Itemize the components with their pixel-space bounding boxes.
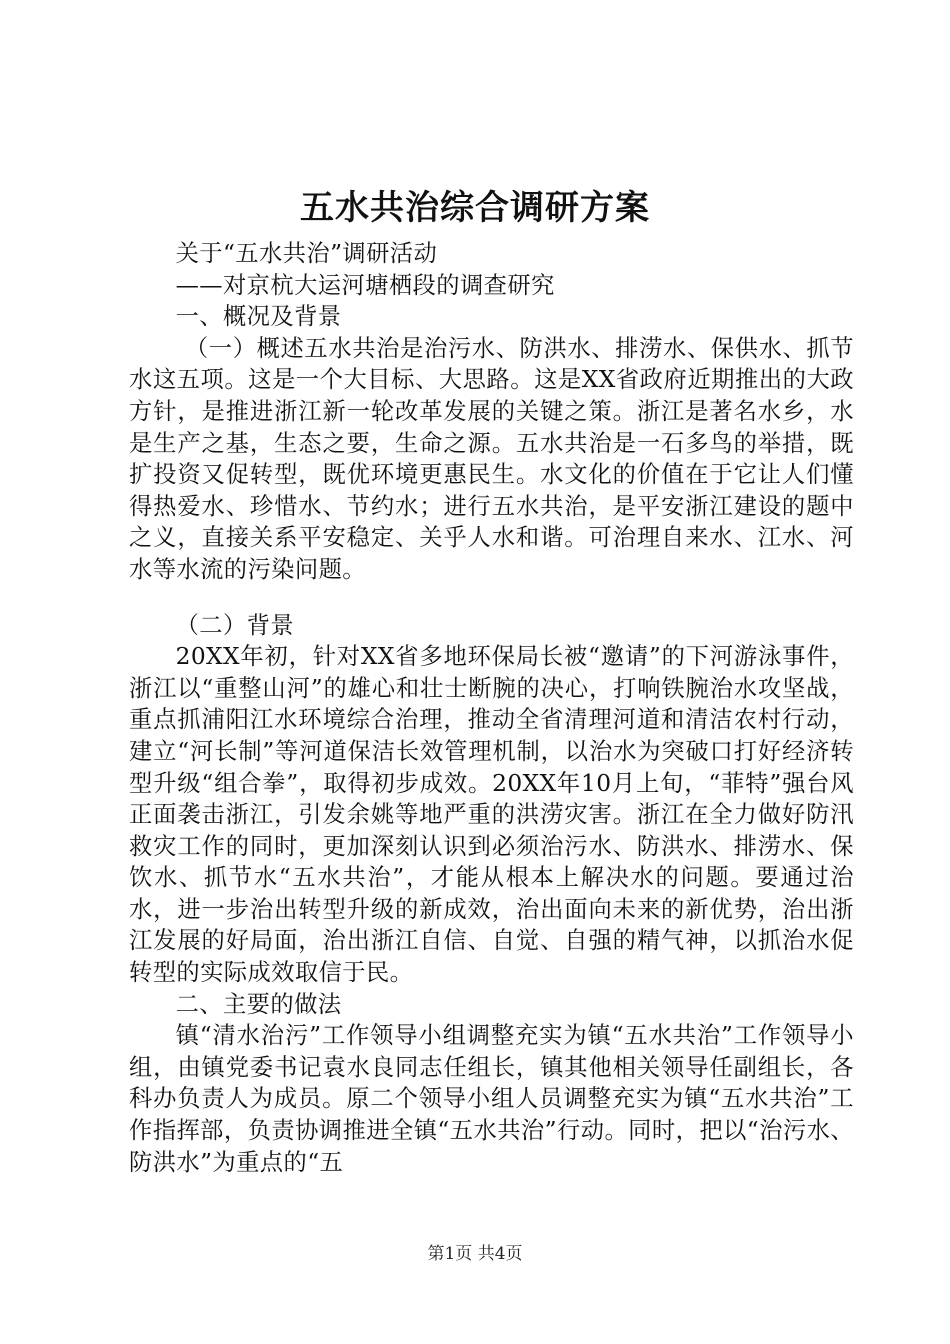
subsection-background-title: （二）背景 bbox=[175, 611, 295, 639]
section-1-title: 一、概况及背景 bbox=[175, 303, 342, 331]
page-footer: 第1页 共4页 bbox=[427, 1244, 523, 1264]
document-title: 五水共治综合调研方案 bbox=[300, 188, 650, 228]
section-2-title: 二、主要的做法 bbox=[175, 990, 342, 1018]
paragraph-background: 20XX年初，针对XX省多地环保局长被“邀请”的下河游泳事件，浙江以“重整山河”的雄心和壮士断腕的决心，打响铁腕治水攻坚战，重点抓浦阳江水环境综合治理，推动全省清理河道和清洁农村行动，建立“河长制”等河道保洁长效管理机制，以治水为突破口打好经济转型升级“组合拳”，取得初步成效。20XX年10月上旬，“菲特”强台风正面袭击浙江，引发余姚等地严重的洪涝灾害。浙江在全力做好防汛救灾工作的同时，更加深刻认识到必须治污水、防洪水、排涝水、保饮水、抓节水“五水共治”，才能从根本上解决水的问题。要通过治水，进一步治出转型升级的新成效，治出面向未来的新优势，治出浙江发展的好局面，治出浙江自信、自觉、自强的精气神，以抓治水促转型的实际成效取信于民。 bbox=[129, 643, 854, 987]
paragraph-overview: （一）概述五水共治是治污水、防洪水、排涝水、保供水、抓节水这五项。这是一个大目标、大思路。这是XX省政府近期推出的大政方针，是推进浙江新一轮改革发展的关键之策。浙江是著名水乡，水是生产之基，生态之要，生命之源。五水共治是一石多鸟的举措，既扩投资又促转型，既优环境更惠民生。水文化的价值在于它让人们懂得热爱水、珍惜水、节约水；进行五水共治，是平安浙江建设的题中之义，直接关系平安稳定、关乎人水和谐。可治理自来水、江水、河水等水流的污染问题。 bbox=[129, 334, 854, 583]
heading-line-2: ——对京杭大运河塘栖段的调查研究 bbox=[175, 271, 555, 299]
heading-line-1: 关于“五水共治”调研活动 bbox=[175, 240, 438, 267]
paragraph-methods: 镇“清水治污”工作领导小组调整充实为镇“五水共治”工作领导小组，由镇党委书记袁水良同志任组长，镇其他相关领导任副组长，各科办负责人为成员。原二个领导小组人员调整充实为镇“五水共治”工作指挥部，负责协调推进全镇“五水共治”行动。同时，把以“治污水、防洪水”为重点的“五 bbox=[129, 1022, 854, 1176]
document-body bbox=[129, 238, 854, 1178]
